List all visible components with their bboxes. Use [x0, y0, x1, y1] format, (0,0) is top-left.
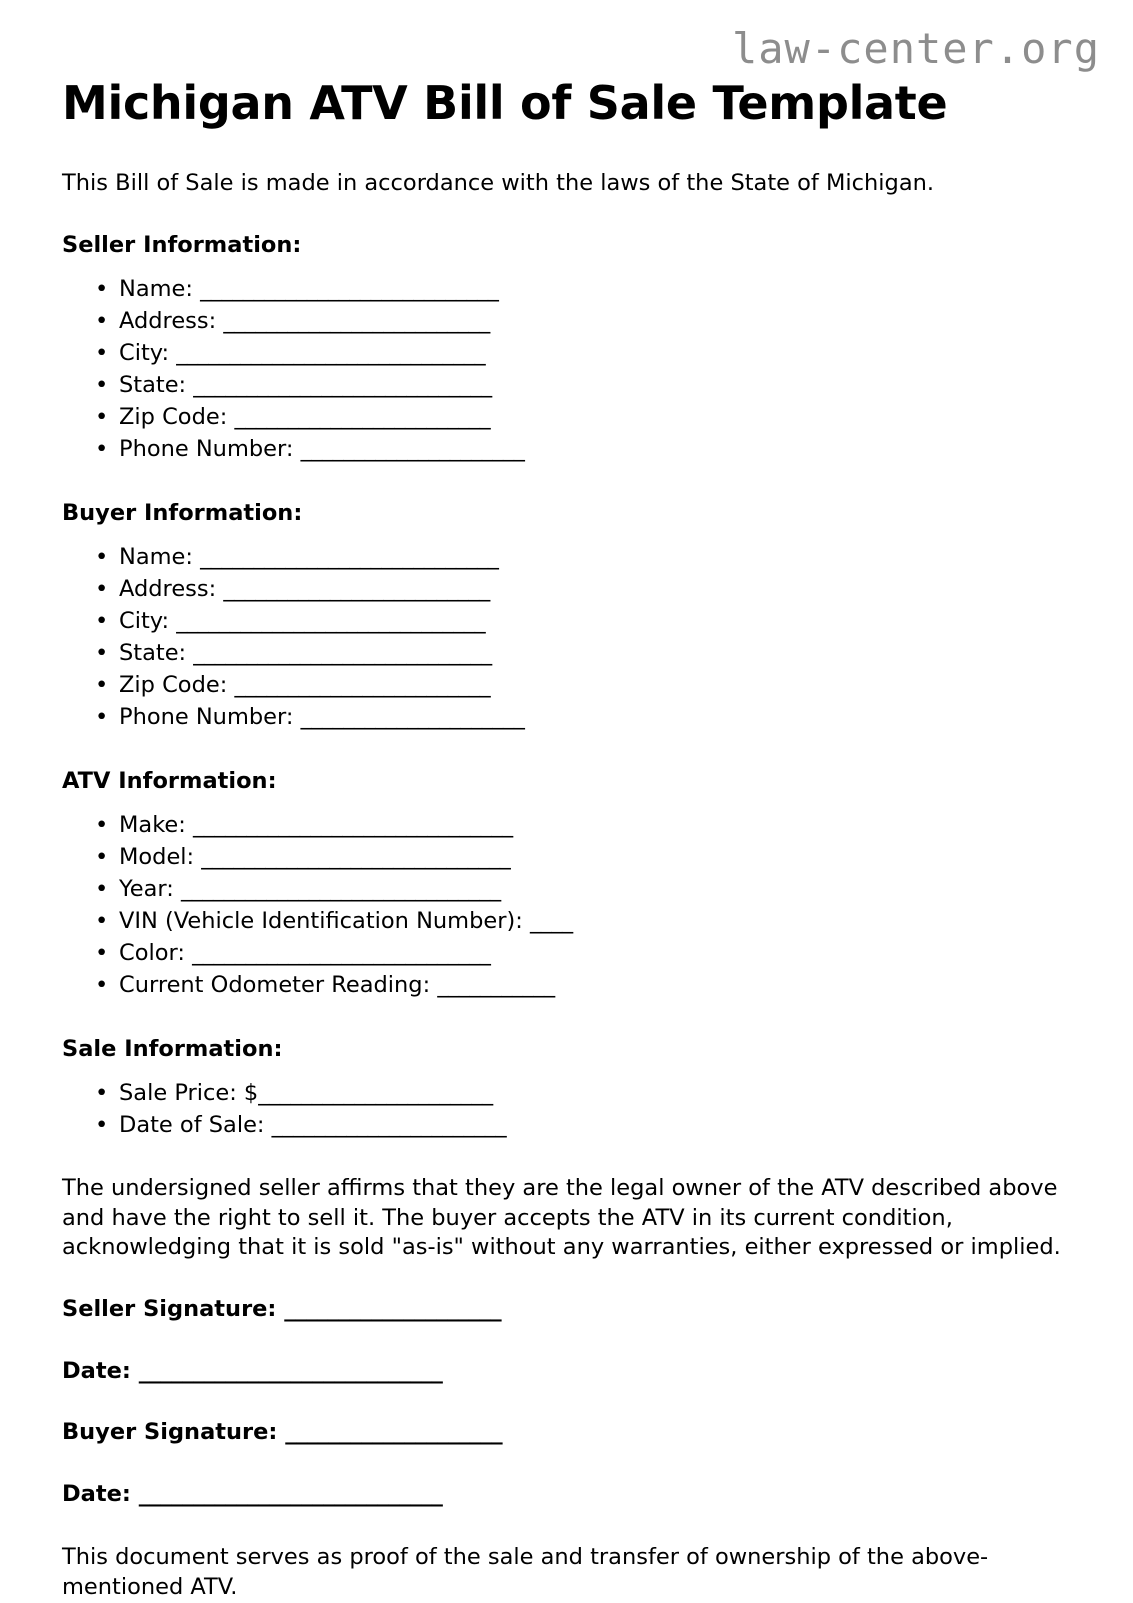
list-item: [62, 574, 1072, 606]
atv-information-heading: ATV Information:: [62, 767, 277, 794]
field-blank[interactable]: ________________________: [234, 671, 491, 698]
field-blank[interactable]: ____________________________: [193, 639, 492, 666]
seller-signature-label: Seller Signature:: [62, 1296, 277, 1323]
field-blank[interactable]: ______________________: [271, 1111, 506, 1138]
field-label: Phone Number:: [119, 703, 294, 730]
buyer-date-label: Date:: [62, 1480, 131, 1507]
buyer-information-heading: Buyer Information:: [62, 499, 303, 526]
field-blank[interactable]: _____________________________: [201, 843, 511, 870]
field-blank[interactable]: ______________________________: [180, 875, 501, 902]
field-label: Model:: [119, 843, 195, 870]
buyer-field-list: [62, 528, 1072, 734]
document-body: [62, 0, 1072, 1603]
page-title: Michigan ATV Bill of Sale Template: [62, 76, 948, 130]
field-blank[interactable]: ________________________: [234, 403, 491, 430]
buyer-signature-line: [62, 1386, 1072, 1447]
field-label: State:: [119, 371, 187, 398]
list-item: [62, 1078, 1072, 1110]
buyer-signature-blank[interactable]: ____________________: [285, 1419, 503, 1446]
field-label: Name:: [119, 544, 193, 571]
list-item: [62, 970, 1072, 1002]
field-label: City:: [119, 607, 170, 634]
field-label: State:: [119, 639, 187, 666]
list-item: [62, 306, 1072, 338]
field-label: Zip Code:: [119, 403, 228, 430]
list-item: [62, 274, 1072, 306]
field-label: Address:: [119, 308, 217, 335]
sale-field-list: [62, 1064, 1072, 1142]
field-label: Year:: [119, 875, 174, 902]
field-blank[interactable]: ____________________________: [200, 276, 499, 303]
list-item: [62, 702, 1072, 734]
list-item: [62, 842, 1072, 874]
field-blank[interactable]: ___________: [437, 971, 555, 998]
seller-date-label: Date:: [62, 1357, 131, 1384]
field-blank[interactable]: ____________________________: [200, 544, 499, 571]
field-blank[interactable]: _____________________________: [176, 607, 486, 634]
field-blank[interactable]: _________________________: [223, 575, 490, 602]
seller-field-list: [62, 260, 1072, 466]
field-label: VIN (Vehicle Identification Number):: [119, 907, 523, 934]
list-item: [62, 606, 1072, 638]
field-label: Current Odometer Reading:: [119, 971, 431, 998]
list-item: [62, 402, 1072, 434]
list-item: [62, 338, 1072, 370]
list-item: [62, 670, 1072, 702]
field-label: Sale Price: $: [119, 1079, 259, 1106]
atv-field-list: [62, 796, 1072, 1002]
field-blank[interactable]: ____: [529, 907, 573, 934]
field-blank[interactable]: _________________________: [223, 308, 490, 335]
field-label: Phone Number:: [119, 435, 294, 462]
sale-information-heading: Sale Information:: [62, 1035, 283, 1062]
field-blank[interactable]: ______________________________: [193, 811, 513, 838]
seller-information-heading: Seller Information:: [62, 231, 302, 258]
field-label: Color:: [119, 939, 185, 966]
list-item: [62, 810, 1072, 842]
field-blank[interactable]: _____________________: [300, 703, 525, 730]
list-item: [62, 906, 1072, 938]
seller-date-blank[interactable]: ____________________________: [138, 1357, 443, 1384]
field-label: City:: [119, 340, 170, 367]
list-item: [62, 542, 1072, 574]
buyer-signature-label: Buyer Signature:: [62, 1419, 278, 1446]
list-item: [62, 370, 1072, 402]
field-blank[interactable]: _____________________________: [176, 340, 486, 367]
list-item: [62, 1110, 1072, 1142]
site-watermark: law-center.org: [731, 24, 1100, 73]
buyer-date-line: [62, 1448, 1072, 1509]
field-blank[interactable]: ______________________: [258, 1079, 493, 1106]
field-label: Zip Code:: [119, 671, 228, 698]
field-label: Date of Sale:: [119, 1111, 265, 1138]
list-item: [62, 874, 1072, 906]
affirmation-paragraph: The undersigned seller affirms that they are the legal owner of the ATV described above and have the right to sell it. The buyer accepts the ATV in its current condition, acknowledging that it is sold "as-is" without any warranties, either expressed or implied.: [62, 1174, 1061, 1261]
buyer-date-blank[interactable]: ____________________________: [138, 1480, 443, 1507]
intro-paragraph: This Bill of Sale is made in accordance with the laws of the State of Michigan.: [62, 169, 935, 196]
seller-signature-line: [62, 1263, 1072, 1324]
field-blank[interactable]: ____________________________: [192, 939, 491, 966]
field-label: Address:: [119, 575, 217, 602]
field-label: Make:: [119, 811, 186, 838]
list-item: [62, 938, 1072, 970]
list-item: [62, 638, 1072, 670]
field-blank[interactable]: _____________________: [300, 435, 525, 462]
closing-paragraph: This document serves as proof of the sale and transfer of ownership of the above-mentioned ATV.: [62, 1543, 989, 1600]
seller-signature-blank[interactable]: ____________________: [284, 1296, 502, 1323]
field-label: Name:: [119, 276, 193, 303]
list-item: [62, 434, 1072, 466]
seller-date-line: [62, 1325, 1072, 1386]
field-blank[interactable]: ____________________________: [193, 371, 492, 398]
